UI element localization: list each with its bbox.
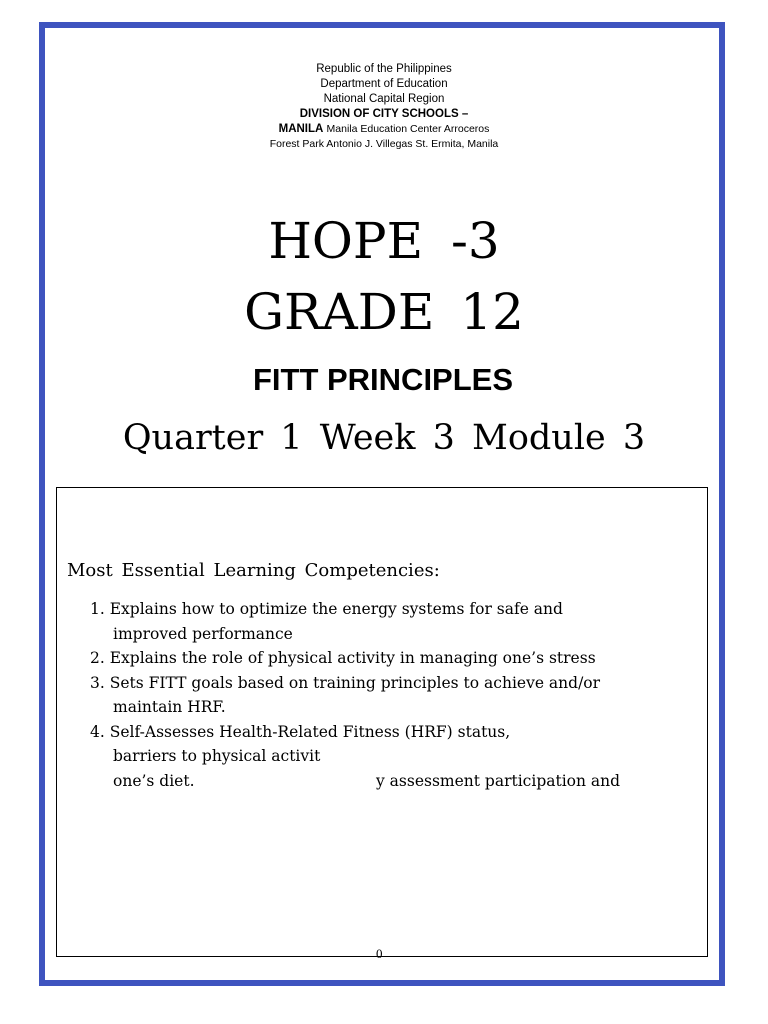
competencies-heading: Most Essential Learning Competencies: [67,560,440,581]
grade-title: GRADE 12 [244,283,524,341]
header-division: DIVISION OF CITY SCHOOLS – [299,108,469,120]
competency-4-line-2: barriers to physical activit [113,747,321,765]
competency-4-line-3 [90,769,690,794]
competencies-list [90,597,690,793]
topic-title: FITT PRINCIPLES [252,362,514,397]
header-department: Department of Education [320,78,448,90]
subject-title: HOPE -3 [268,212,500,270]
header-region: National Capital Region [323,93,445,105]
page-number: 0 [376,946,383,961]
competency-1-line-2: improved performance [113,624,293,643]
deped-header [0,62,768,152]
competency-1-line-1: 1. Explains how to optimize the energy systems for safe and [90,600,563,618]
schedule-title: Quarter 1 Week 3 Module 3 [122,418,646,458]
competency-4-line-3a: one’s diet. [113,771,195,790]
competency-4-line-3b: y assessment participation and [376,771,621,790]
competency-3-line-1: 3. Sets FITT goals based on training principles to achieve and/or [90,673,601,692]
competency-2: 2. Explains the role of physical activity in managing one’s stress [90,649,596,667]
competency-4-line-1: 4. Self-Assesses Health-Related Fitness (HRF) status, [90,722,511,741]
header-street: Forest Park Antonio J. Villegas St. Ermita, Manila [269,138,499,150]
header-manila: MANILA [278,123,324,135]
competency-3-line-2: maintain HRF. [113,698,226,716]
header-division-address [0,122,768,137]
header-center: Manila Education Center Arroceros [326,123,490,135]
header-republic: Republic of the Philippines [316,63,452,75]
